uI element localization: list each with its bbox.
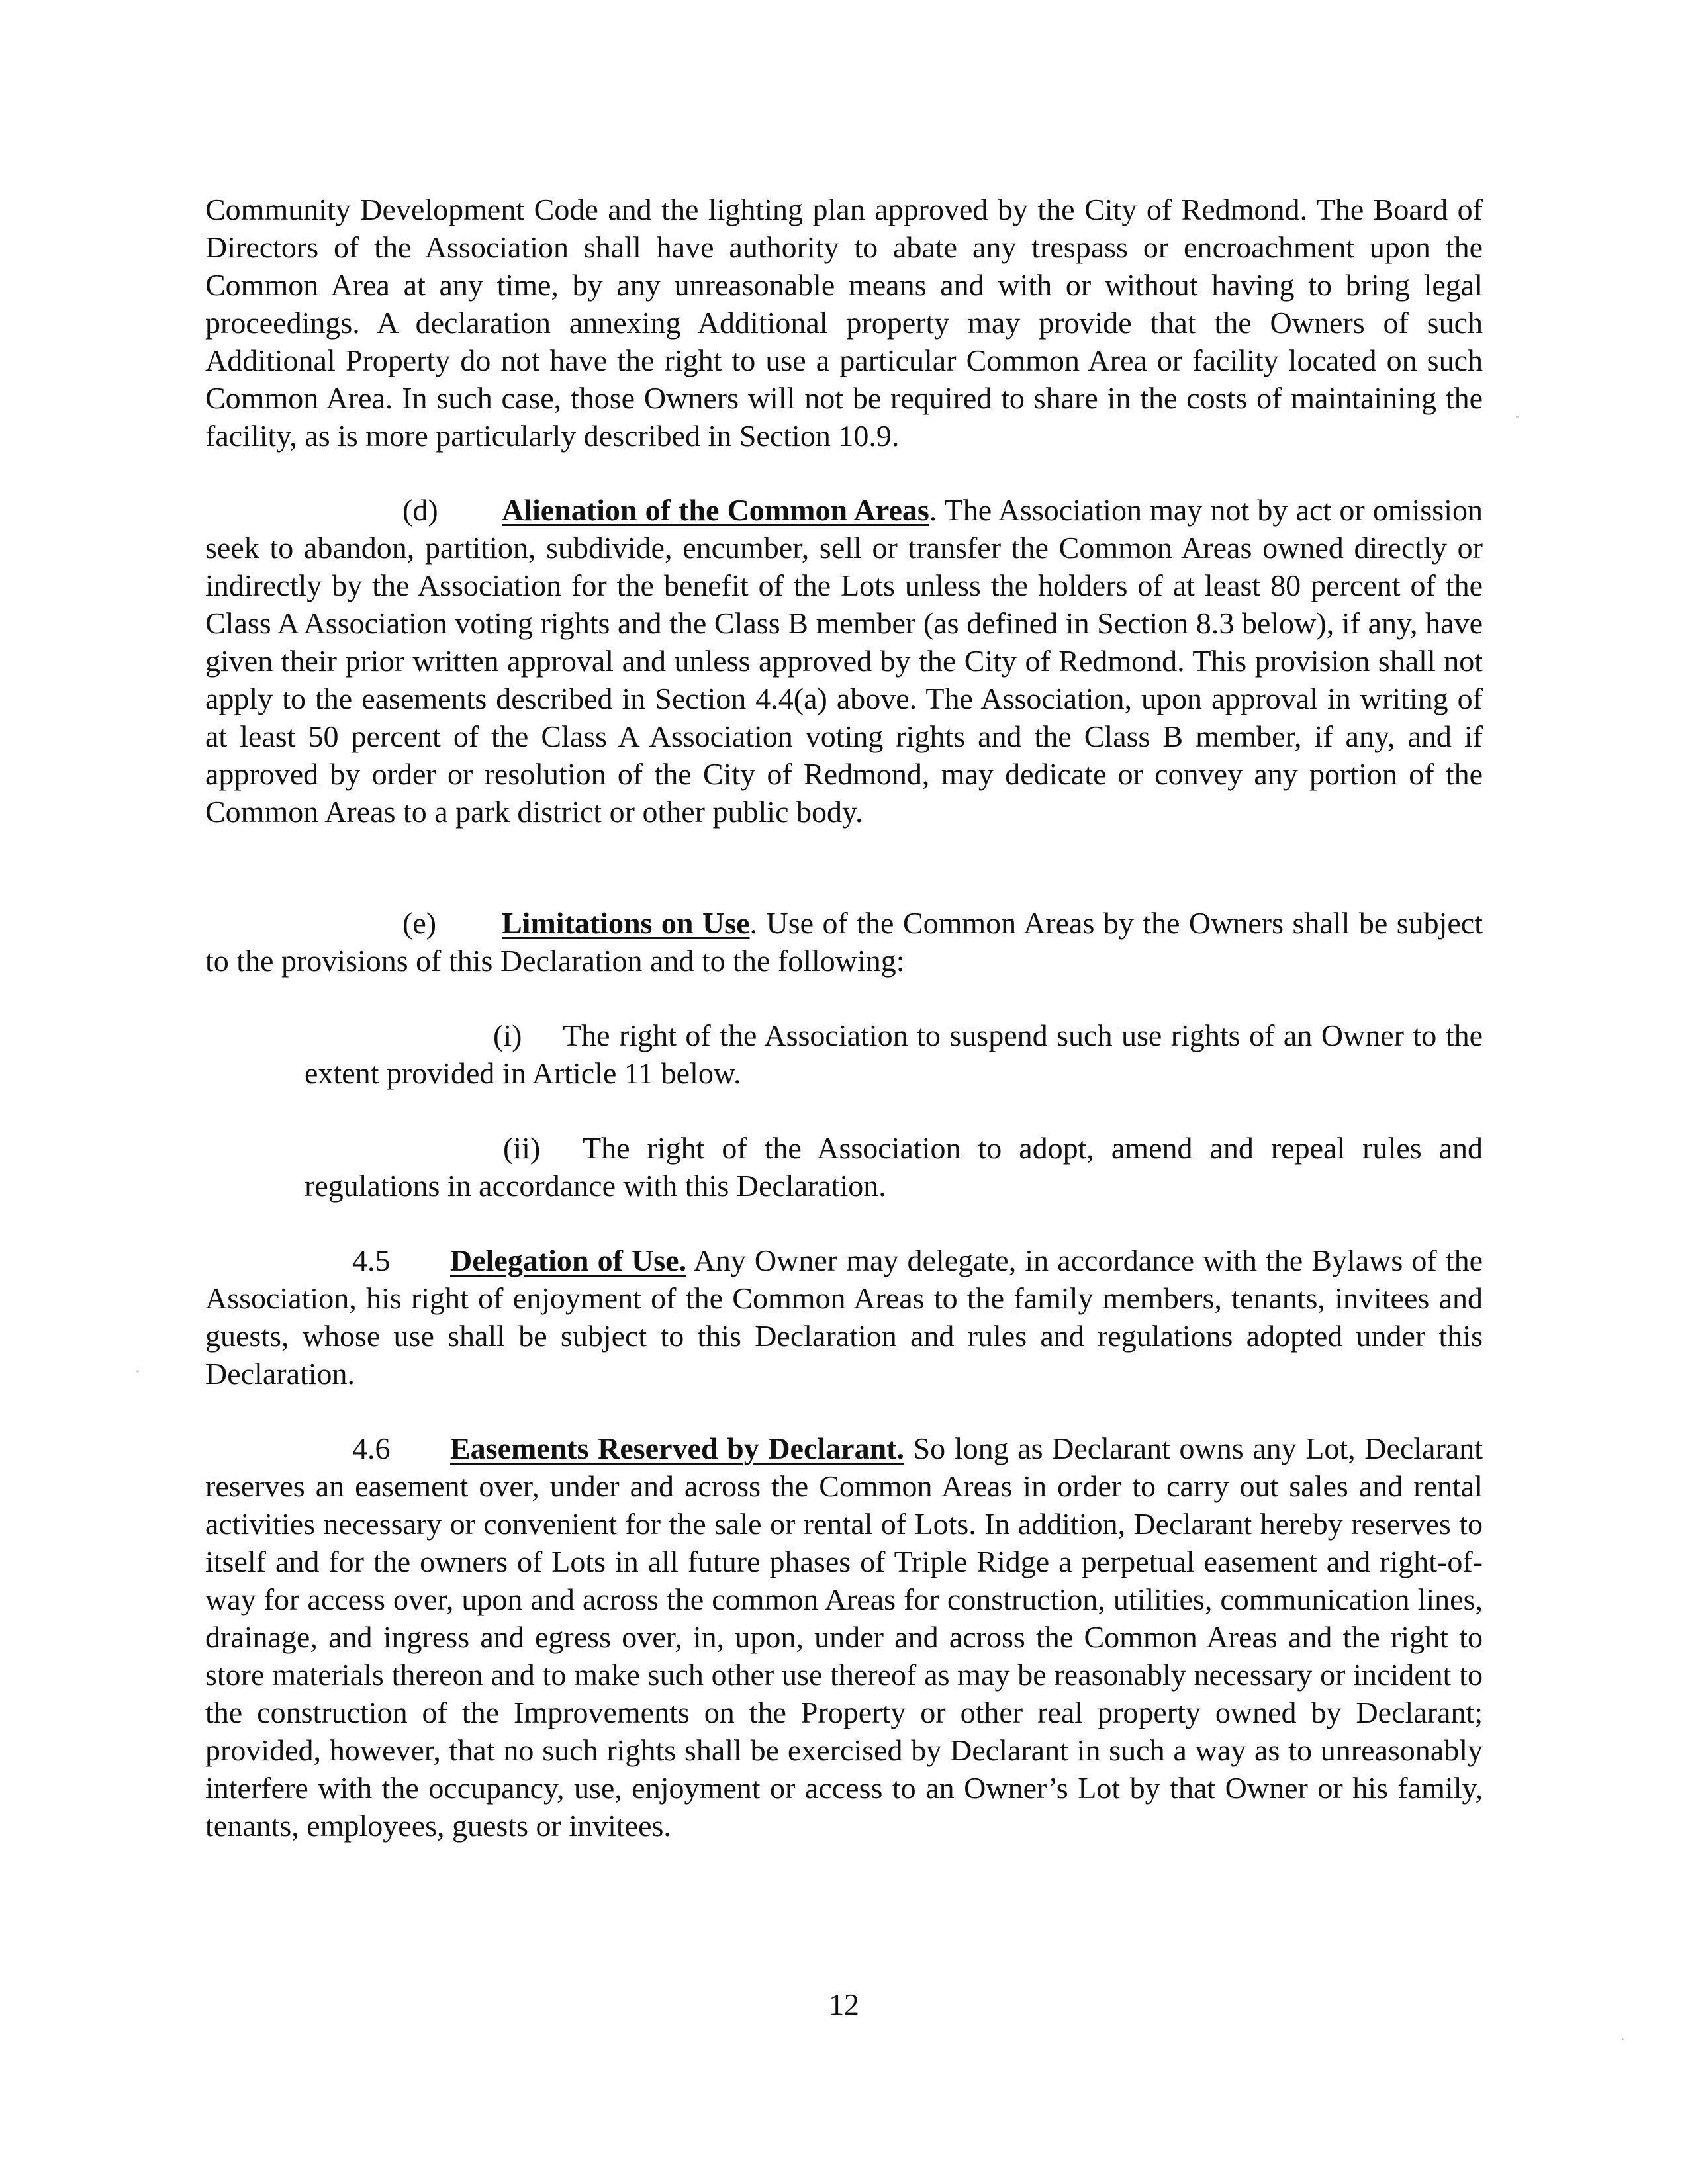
page-number: 12 bbox=[829, 1987, 859, 2021]
scan-speck bbox=[1516, 416, 1519, 418]
paragraph-text: The right of the Association to suspend such use rights of an Owner to the extent provided in Article 11 below. bbox=[305, 1019, 1483, 1090]
paragraph-continuation bbox=[205, 191, 1483, 455]
paragraph-e-ii bbox=[305, 1129, 1483, 1205]
paragraph-e-i bbox=[305, 1017, 1483, 1092]
paragraph-e-limitations bbox=[205, 904, 1483, 979]
scan-speck bbox=[1622, 2038, 1624, 2040]
paragraph-text: . The Association may not by act or omission seek to abandon, partition, subdivide, encumber, sell or transfer the Common Areas owned directly or indirectly by the Association for the benefit of the Lots unless the holders of at least 80 percent of the Class A Association voting rights and the Class B member (as defined in Section 8.3 below), if any, have given their prior written approval and unless approved by the City of Redmond. This provision shall not apply to the easements described in Section 4.4(a) above. The Association, upon approval in writing of at least 50 percent of the Class A Association voting rights and the Class B member, if any, and if approved by order or resolution of the City of Redmond, may dedicate or convey any portion of the Common Areas to a park district or other public body. bbox=[205, 493, 1483, 829]
section-heading: Delegation of Use. bbox=[450, 1244, 687, 1277]
paragraph-label: (i) bbox=[493, 1019, 522, 1052]
section-heading: Easements Reserved by Declarant. bbox=[450, 1432, 904, 1465]
paragraph-text: . Use of the Common Areas by the Owners shall be subject to the provisions of this Declaration and to the following: bbox=[205, 906, 1483, 978]
paragraph-d-alienation bbox=[205, 491, 1483, 831]
paragraph-text: The right of the Association to adopt, amend and repeal rules and regulations in accordance with this Declaration. bbox=[305, 1131, 1483, 1203]
paragraph-label: (ii) bbox=[503, 1131, 541, 1165]
paragraph-label: 4.5 bbox=[352, 1244, 391, 1277]
paragraph-text: Any Owner may delegate, in accordance with the Bylaws of the Association, his right of enjoyment of the Common Areas to the family members, tenants, invitees and guests, whose use shall be subject to this Declaration and rules and regulations adopted under this Declaration. bbox=[205, 1244, 1483, 1390]
section-heading: Alienation of the Common Areas bbox=[502, 493, 929, 527]
paragraph-label: 4.6 bbox=[352, 1432, 391, 1465]
paragraph-label: (d) bbox=[402, 493, 438, 527]
scan-speck bbox=[136, 1370, 139, 1373]
paragraph-label: (e) bbox=[402, 906, 437, 940]
paragraph-4-5-delegation bbox=[205, 1242, 1483, 1392]
paragraph-4-6-easements bbox=[205, 1430, 1483, 1844]
paragraph-text: Community Development Code and the lighting plan approved by the City of Redmond. The Board of Directors of the Association shall have authority to abate any trespass or encroachment upon the Common Area at any time, by any unreasonable means and with or without having to bring legal proceedings. A declaration annexing Additional property may provide that the Owners of such Additional Property do not have the right to use a particular Common Area or facility located on such Common Area. In such case, those Owners will not be required to share in the costs of maintaining the facility, as is more particularly described in Section 10.9. bbox=[205, 193, 1483, 453]
section-heading: Limitations on Use bbox=[502, 906, 750, 940]
paragraph-text: So long as Declarant owns any Lot, Declarant reserves an easement over, under and across the Common Areas in order to carry out sales and rental activities necessary or convenient for the sale or rental of Lots. In addition, Declarant hereby reserves to itself and for the owners of Lots in all future phases of Triple Ridge a perpetual easement and right-of-way for access over, upon and across the common Areas for construction, utilities, communication lines, drainage, and ingress and egress over, in, upon, under and across the Common Areas and the right to store materials thereon and to make such other use thereof as may be reasonably necessary or incident to the construction of the Improvements on the Property or other real property owned by Declarant; provided, however, that no such rights shall be exercised by Declarant in such a way as to unreasonably interfere with the occupancy, use, enjoyment or access to an Owner’s Lot by that Owner or his family, tenants, employees, guests or invitees. bbox=[205, 1432, 1483, 1843]
